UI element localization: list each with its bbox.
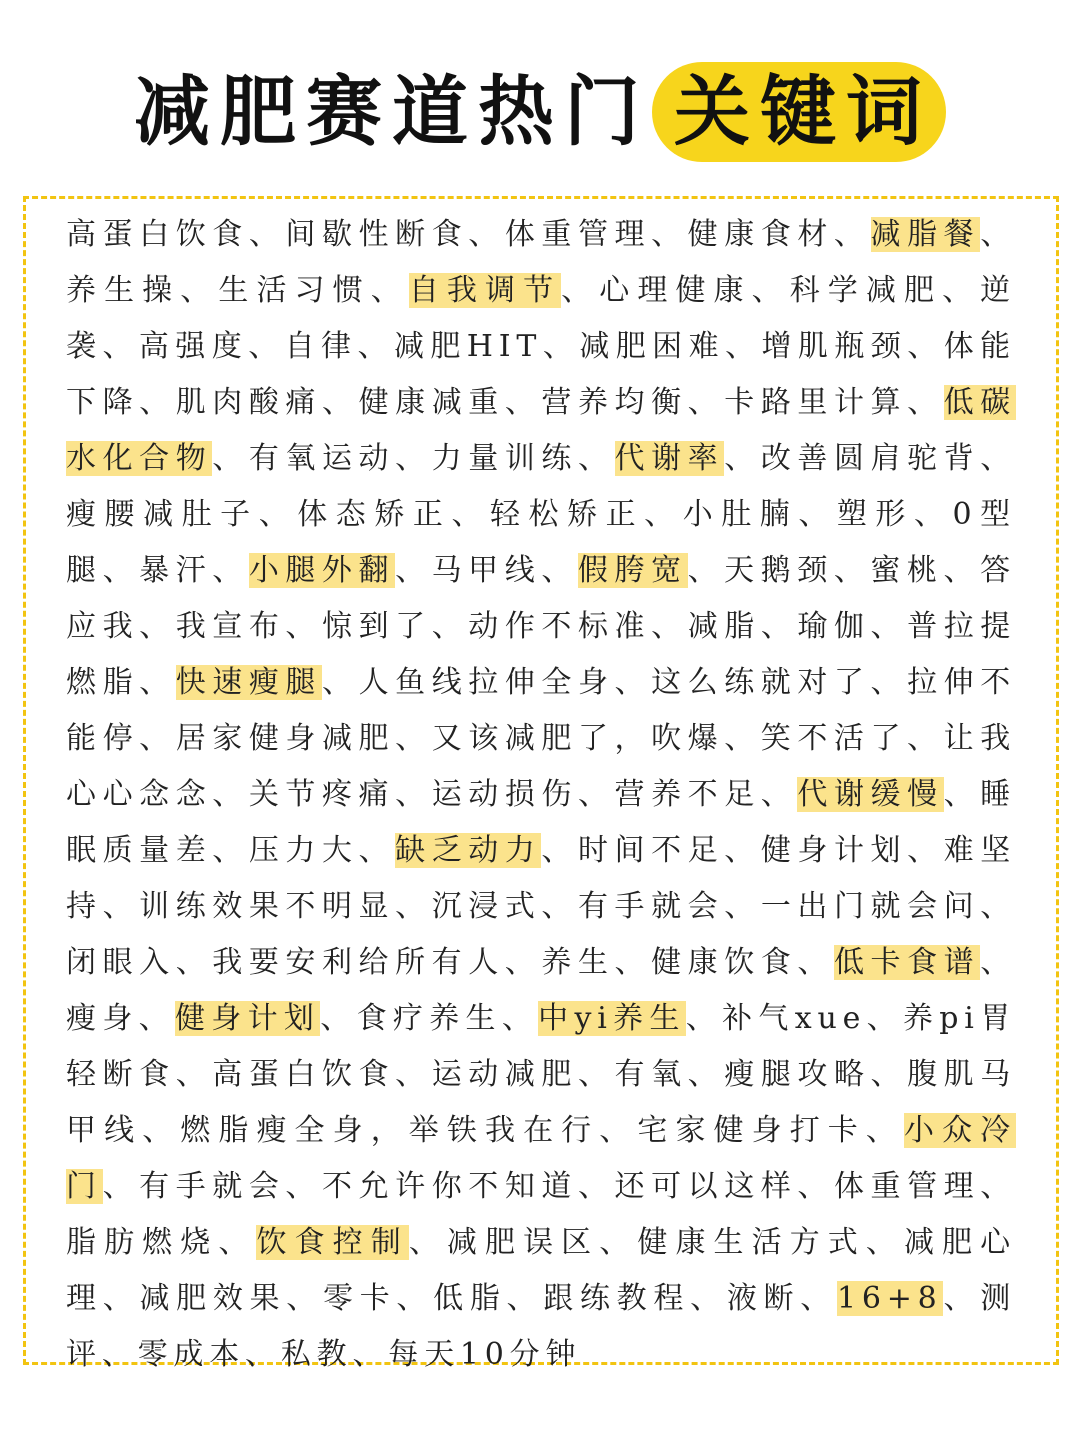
keyword: 笑不活了 bbox=[760, 721, 908, 756]
keyword: 宅家健身打卡 bbox=[637, 1113, 866, 1148]
keyword: 有手就会 bbox=[577, 889, 725, 924]
keyword: 惊到了 bbox=[322, 609, 432, 644]
keyword: 零卡 bbox=[322, 1281, 397, 1316]
keyword-separator: 、 bbox=[690, 1281, 727, 1316]
keyword-separator: 、 bbox=[614, 665, 652, 700]
keyword-separator: 、 bbox=[907, 329, 944, 364]
keyword-separator: 、 bbox=[504, 945, 542, 980]
keyword-separator: 、 bbox=[797, 945, 834, 980]
keyword-separator: 、 bbox=[644, 497, 683, 532]
keyword-separator: 、 bbox=[321, 385, 359, 420]
keyword: 间歇性断食 bbox=[285, 217, 469, 252]
keyword-separator: 、 bbox=[245, 1337, 281, 1372]
keyword: 蜜桃 bbox=[870, 553, 944, 588]
keyword-separator: 、 bbox=[798, 497, 837, 532]
keyword-separator: 、 bbox=[760, 609, 798, 644]
keyword: 轻松矫正 bbox=[489, 497, 645, 532]
keyword-separator: 、 bbox=[468, 217, 505, 252]
keyword-separator: 、 bbox=[212, 553, 249, 588]
keyword-separator: 、 bbox=[942, 273, 981, 308]
keyword: 减肥效果 bbox=[139, 1281, 287, 1316]
keyword: 运动损伤 bbox=[431, 777, 578, 812]
keyword: 居家健身减肥 bbox=[175, 721, 396, 756]
keyword-separator: 、 bbox=[139, 721, 176, 756]
keyword: 力量训练 bbox=[431, 441, 578, 476]
keyword-highlighted: 假胯宽 bbox=[577, 553, 688, 588]
keyword-separator: 、 bbox=[724, 441, 761, 476]
keyword: 一出门就会问 bbox=[760, 889, 981, 924]
keyword: 拉伸不能停 bbox=[66, 665, 1016, 756]
title-text: 减肥赛道热门 bbox=[134, 67, 650, 156]
keyword: 瑜伽 bbox=[797, 609, 871, 644]
keyword-separator: 、 bbox=[614, 945, 652, 980]
keyword: 高强度 bbox=[138, 329, 249, 364]
keyword-highlighted: 16+8 bbox=[836, 1281, 943, 1316]
keyword-separator: 、 bbox=[395, 889, 432, 924]
keyword: 体能下降 bbox=[66, 329, 1016, 420]
keyword-separator: 、 bbox=[139, 665, 176, 700]
keyword: 人鱼线拉伸全身 bbox=[358, 665, 615, 700]
keyword: 沉浸式 bbox=[431, 889, 542, 924]
keyword: 训练效果不明显 bbox=[139, 889, 396, 924]
keyword-separator: 、 bbox=[286, 1281, 323, 1316]
keyword-separator: 、 bbox=[980, 889, 1017, 924]
keyword: 减肥心理 bbox=[66, 1225, 1016, 1316]
keyword: 让我心心念念 bbox=[66, 721, 1016, 812]
keyword-highlighted: 中yi养生 bbox=[538, 1001, 686, 1036]
keyword-separator: 、 bbox=[943, 553, 981, 588]
keyword: 马甲线 bbox=[431, 553, 542, 588]
keyword: 零成本 bbox=[137, 1337, 246, 1372]
keyword: 健身计划 bbox=[760, 833, 908, 868]
keyword: 私教 bbox=[280, 1337, 353, 1372]
keyword-separator: 、 bbox=[907, 385, 944, 420]
keyword: 卡路里计算 bbox=[724, 385, 908, 420]
keyword-separator: 、 bbox=[833, 217, 871, 252]
keyword-separator: 、 bbox=[724, 889, 761, 924]
keyword: 关节疼痛 bbox=[248, 777, 396, 812]
keyword-separator: 、 bbox=[396, 1281, 434, 1316]
keyword-separator: 、 bbox=[577, 1057, 615, 1092]
keyword: 难坚持 bbox=[66, 833, 1017, 924]
keyword: 健康饮食 bbox=[651, 945, 798, 980]
keyword-highlighted: 饮食控制 bbox=[256, 1225, 409, 1260]
keyword-separator: 、 bbox=[408, 1225, 447, 1260]
keyword-separator: 、 bbox=[212, 441, 249, 476]
keyword-separator: 、 bbox=[175, 945, 213, 980]
keyword-separator: 、 bbox=[218, 1225, 257, 1260]
keyword-highlighted: 自我调节 bbox=[408, 273, 562, 308]
keyword: 不允许你不知道 bbox=[322, 1169, 578, 1204]
keyword-separator: 、 bbox=[870, 1057, 908, 1092]
keyword: 养pi胃轻断食 bbox=[66, 1001, 1016, 1092]
keyword: 补气xue bbox=[722, 1001, 867, 1036]
keyword-separator: 、 bbox=[541, 833, 578, 868]
keyword-separator: 、 bbox=[725, 329, 762, 364]
title-highlight-pill: 关键词 bbox=[652, 62, 946, 162]
keyword: 液断 bbox=[726, 1281, 801, 1316]
keyword: 减脂 bbox=[687, 609, 761, 644]
keyword: 有手就会 bbox=[139, 1169, 286, 1204]
keyword: 腹肌马甲线 bbox=[66, 1057, 1017, 1148]
keyword-separator: 、 bbox=[139, 609, 176, 644]
keyword-highlighted: 健身计划 bbox=[174, 1001, 321, 1036]
keyword: 睡眠质量差 bbox=[66, 777, 1017, 868]
keyword: 食疗养生 bbox=[356, 1001, 502, 1036]
keyword-separator: 、 bbox=[724, 721, 761, 756]
keyword-separator: 、 bbox=[687, 553, 725, 588]
keyword: 瘦身 bbox=[66, 1001, 139, 1036]
keyword-separator: 、 bbox=[102, 1169, 140, 1204]
keyword: 塑形 bbox=[836, 497, 914, 532]
keyword-separator: 、 bbox=[395, 777, 432, 812]
keyword-separator: 、 bbox=[102, 889, 140, 924]
keyword: 肌肉酸痛 bbox=[175, 385, 322, 420]
keyword: 闭眼入 bbox=[66, 945, 176, 980]
keyword: 生活习惯 bbox=[218, 273, 371, 308]
keyword: 体重管理 bbox=[833, 1169, 981, 1204]
keyword: 暴汗 bbox=[139, 553, 213, 588]
keyword-separator: 、 bbox=[870, 609, 908, 644]
keyword-separator: 、 bbox=[541, 553, 578, 588]
keyword-separator: 、 bbox=[907, 721, 944, 756]
keyword-separator: 、 bbox=[865, 1225, 904, 1260]
keyword-separator: 、 bbox=[685, 1001, 723, 1036]
keyword-separator: 、 bbox=[395, 553, 432, 588]
keyword-separator: 、 bbox=[395, 721, 432, 756]
keyword-separator: 、 bbox=[212, 833, 249, 868]
keyword: 测评 bbox=[66, 1281, 1016, 1372]
keyword: 减肥困难 bbox=[579, 329, 726, 364]
keyword-separator: 、 bbox=[258, 497, 298, 532]
keyword-separator: 、 bbox=[577, 441, 615, 476]
keyword-separator: 、 bbox=[599, 1113, 638, 1148]
keyword-separator: 、 bbox=[142, 1113, 181, 1148]
keyword: 瘦腿攻略 bbox=[724, 1057, 871, 1092]
keyword: 体态矫正 bbox=[297, 497, 452, 532]
keyword-separator: 、 bbox=[980, 945, 1017, 980]
keyword-highlighted: 减脂餐 bbox=[870, 217, 981, 252]
keyword-separator: 、 bbox=[651, 217, 688, 252]
page-title bbox=[0, 62, 1080, 172]
keyword-separator: 、 bbox=[724, 833, 761, 868]
keyword: 0型腿 bbox=[66, 497, 1016, 588]
keyword-separator: 、 bbox=[451, 497, 490, 532]
keyword-separator: 、 bbox=[541, 889, 578, 924]
keyword: 改善圆肩驼背 bbox=[760, 441, 981, 476]
keyword: 还可以这样 bbox=[614, 1169, 798, 1204]
keyword: 科学减肥 bbox=[789, 273, 943, 308]
keyword-separator: 、 bbox=[321, 665, 359, 700]
keyword: 减肥误区 bbox=[446, 1225, 600, 1260]
keyword: 小肚腩 bbox=[682, 497, 799, 532]
keyword-separator: 、 bbox=[180, 273, 219, 308]
keyword-separator: 、 bbox=[504, 385, 542, 420]
keyword: 逆袭 bbox=[66, 273, 1016, 364]
keyword-separator: 、 bbox=[431, 609, 469, 644]
keyword-highlighted: 小腿外翻 bbox=[248, 553, 396, 588]
keyword: 又该减肥了，吹爆 bbox=[431, 721, 725, 756]
keyword-separator: 、 bbox=[577, 1169, 615, 1204]
keyword: 健康减重 bbox=[358, 385, 505, 420]
keyword-separator: 、 bbox=[101, 1337, 138, 1372]
keyword: 时间不足 bbox=[577, 833, 725, 868]
keyword-separator: 、 bbox=[800, 1281, 837, 1316]
keyword-separator: 、 bbox=[907, 833, 944, 868]
keyword: 减肥HIT bbox=[393, 329, 543, 364]
keyword-separator: 、 bbox=[102, 1281, 140, 1316]
keyword: 压力大 bbox=[248, 833, 359, 868]
keyword: 营养不足 bbox=[614, 777, 761, 812]
keyword: 动作不标准 bbox=[468, 609, 652, 644]
keyword-separator: 、 bbox=[687, 385, 725, 420]
keyword-separator: 、 bbox=[212, 777, 249, 812]
keyword-separator: 、 bbox=[395, 441, 432, 476]
keyword-separator: 、 bbox=[285, 609, 322, 644]
keyword: 健康食材 bbox=[687, 217, 834, 252]
keyword-separator: 、 bbox=[248, 329, 285, 364]
keyword: 燃脂瘦全身，举铁我在行 bbox=[180, 1113, 600, 1148]
keyword-highlighted: 缺乏动力 bbox=[395, 833, 542, 868]
keyword-separator: 、 bbox=[942, 1281, 981, 1316]
keyword-separator: 、 bbox=[320, 1001, 357, 1036]
keyword-highlighted: 低卡食谱 bbox=[833, 945, 981, 980]
keyword: 跟练教程 bbox=[543, 1281, 691, 1316]
keyword-separator: 、 bbox=[561, 273, 600, 308]
keyword: 天鹅颈 bbox=[724, 553, 834, 588]
keyword: 营养均衡 bbox=[541, 385, 688, 420]
keyword-separator: 、 bbox=[866, 1001, 903, 1036]
keyword: 增肌瓶颈 bbox=[761, 329, 908, 364]
keyword-separator: 、 bbox=[285, 1169, 322, 1204]
keyword: 高蛋白饮食 bbox=[66, 217, 249, 252]
keyword-separator: 、 bbox=[913, 497, 953, 532]
keyword-separator: 、 bbox=[175, 1057, 213, 1092]
keyword-separator: 、 bbox=[687, 1057, 725, 1092]
keyword-list bbox=[66, 207, 1016, 1383]
keyword: 高蛋白饮食 bbox=[212, 1057, 396, 1092]
keyword: 养生操 bbox=[66, 273, 181, 308]
keyword-separator: 、 bbox=[102, 329, 139, 364]
keyword-separator: 、 bbox=[501, 1001, 539, 1036]
keyword: 低脂 bbox=[433, 1281, 507, 1316]
keyword: 有氧 bbox=[614, 1057, 688, 1092]
keyword-separator: 、 bbox=[599, 1225, 638, 1260]
keyword: 体重管理 bbox=[504, 217, 652, 252]
keyword-separator: 、 bbox=[980, 1169, 1017, 1204]
keyword-separator: 、 bbox=[943, 777, 981, 812]
keyword-separator: 、 bbox=[542, 329, 580, 364]
keyword: 瘦腰减肚子 bbox=[66, 497, 259, 532]
keyword-separator: 、 bbox=[797, 1169, 834, 1204]
keyword-separator: 、 bbox=[138, 1001, 175, 1036]
keyword-separator: 、 bbox=[751, 273, 790, 308]
keyword-separator: 、 bbox=[370, 273, 409, 308]
keyword: 普拉提燃脂 bbox=[66, 609, 1017, 700]
keyword-separator: 、 bbox=[506, 1281, 544, 1316]
keyword-separator: 、 bbox=[833, 553, 871, 588]
keyword: 有氧运动 bbox=[248, 441, 396, 476]
keyword-separator: 、 bbox=[865, 1113, 904, 1148]
keyword: 养生 bbox=[541, 945, 615, 980]
keyword-separator: 、 bbox=[980, 217, 1017, 252]
keyword-separator: 、 bbox=[139, 385, 176, 420]
keyword-separator: 、 bbox=[102, 553, 140, 588]
keyword-highlighted: 小众冷门 bbox=[66, 1113, 1016, 1204]
keyword-highlighted: 低碳水化合物 bbox=[66, 385, 1017, 476]
keyword: 我宣布 bbox=[175, 609, 286, 644]
keyword-separator: 、 bbox=[357, 329, 394, 364]
keyword-separator: 、 bbox=[651, 609, 688, 644]
keyword: 脂肪燃烧 bbox=[66, 1225, 219, 1260]
keyword-separator: 、 bbox=[358, 833, 396, 868]
keyword: 答应我 bbox=[66, 553, 1016, 644]
keyword: 我要安利给所有人 bbox=[212, 945, 505, 980]
keyword-separator: 、 bbox=[352, 1337, 389, 1372]
keyword: 每天10分钟 bbox=[388, 1337, 582, 1372]
keyword-separator: 、 bbox=[577, 777, 615, 812]
keyword-separator: 、 bbox=[980, 441, 1017, 476]
keyword: 健康生活方式 bbox=[637, 1225, 866, 1260]
keyword: 心理健康 bbox=[599, 273, 752, 308]
keyword-separator: 、 bbox=[248, 217, 286, 252]
keyword-highlighted: 快速瘦腿 bbox=[175, 665, 322, 700]
keyword-highlighted: 代谢率 bbox=[614, 441, 725, 476]
keyword-separator: 、 bbox=[870, 665, 908, 700]
keyword: 自律 bbox=[284, 329, 358, 364]
keyword-highlighted: 代谢缓慢 bbox=[797, 777, 944, 812]
keyword-separator: 、 bbox=[395, 1057, 432, 1092]
keyword: 运动减肥 bbox=[431, 1057, 578, 1092]
keyword-separator: 、 bbox=[760, 777, 798, 812]
keyword: 这么练就对了 bbox=[651, 665, 871, 700]
